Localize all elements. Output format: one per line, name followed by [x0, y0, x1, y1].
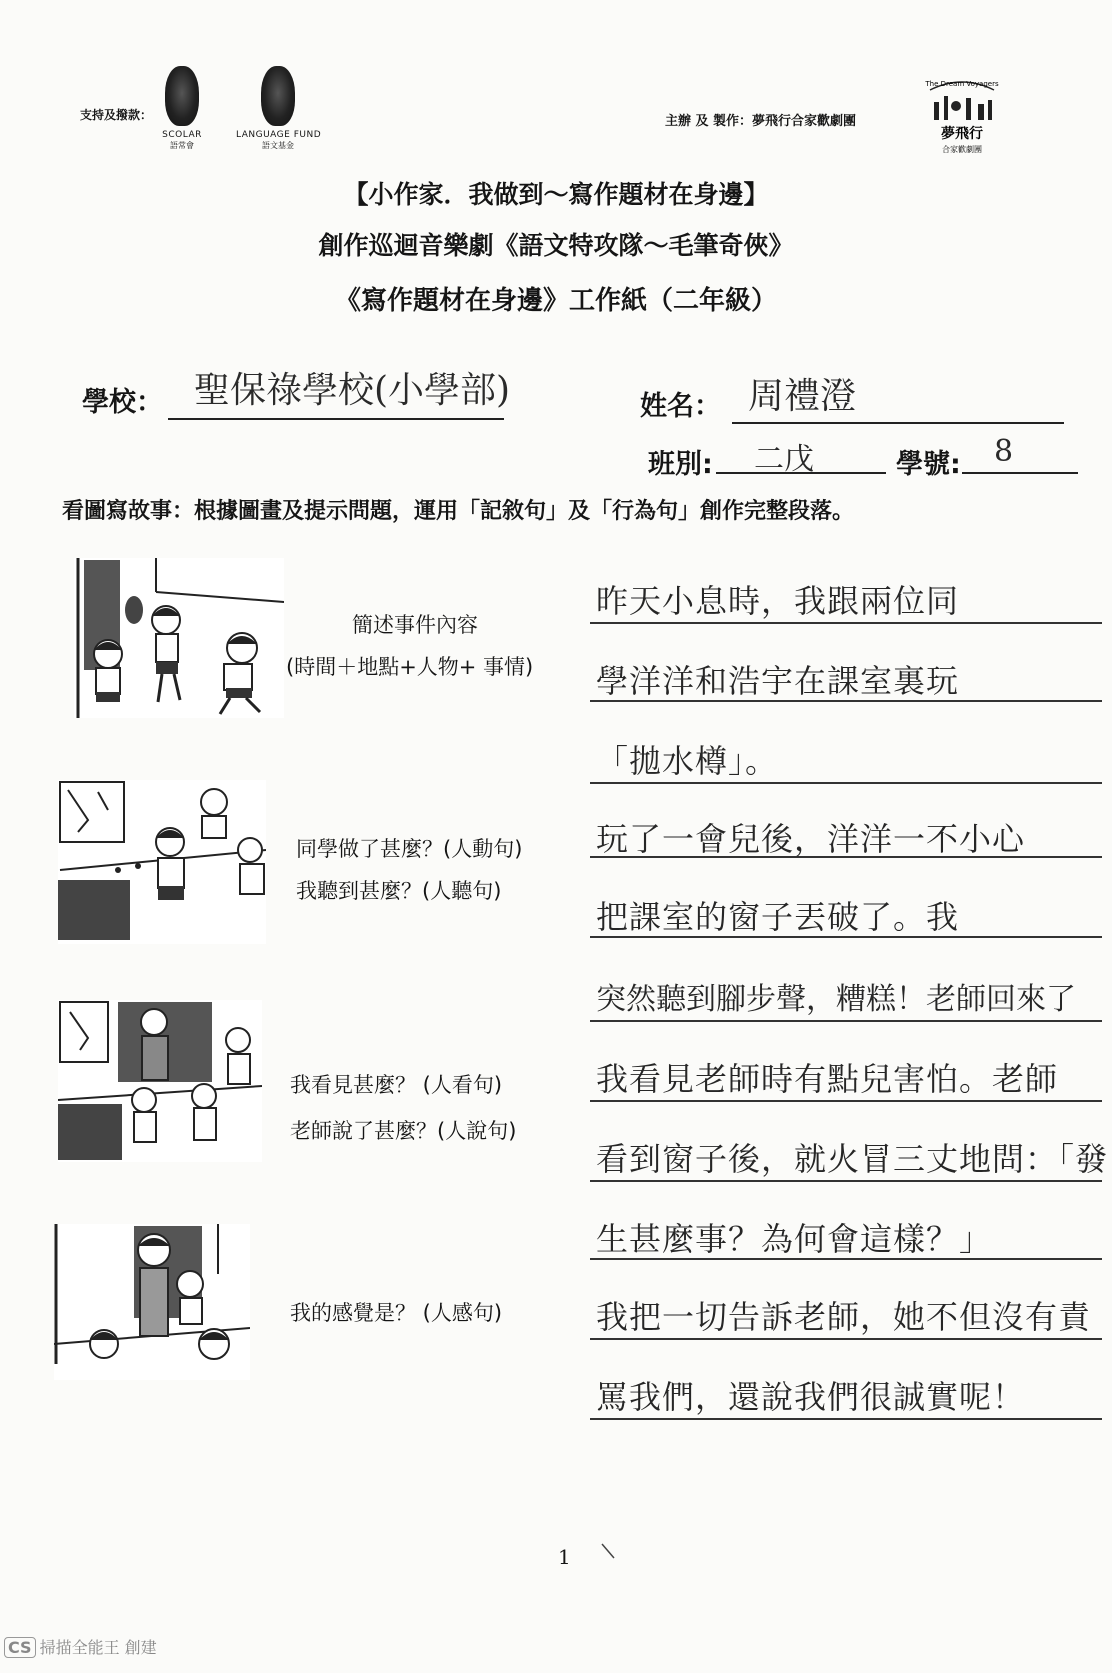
answer-line-4: 玩了一會兒後，洋洋一不小心: [596, 820, 1026, 858]
panel-2-prompt-2: 我聽到甚麼？(人聽句): [296, 879, 502, 903]
answer-line-7: 我看見老師時有點兒害怕。老師: [596, 1060, 1059, 1098]
number-label: 學號:: [896, 449, 961, 480]
number-value: 8: [994, 434, 1014, 469]
language-fund-emblem-icon: [261, 66, 295, 126]
scanner-watermark: [0, 1635, 157, 1658]
worksheet-title-3: 《寫作題材在身邊》工作紙（二年級）: [334, 286, 777, 316]
panel-1-prompt-1: 簡述事件內容: [352, 613, 478, 637]
writing-line-1: [590, 622, 1102, 624]
answer-line-2: 學洋洋和浩宇在課室裏玩: [596, 662, 960, 700]
story-picture-2: [58, 780, 266, 944]
answer-line-10: 我把一切告訴老師，她不但沒有責: [596, 1298, 1092, 1336]
scanner-watermark-text: 掃描全能王 創建: [39, 1638, 157, 1657]
answer-line-11: 罵我們，還說我們很誠實呢！: [596, 1378, 1026, 1416]
answer-line-5: 把課室的窗子丟破了。我: [596, 898, 960, 936]
school-label: 學校：: [82, 387, 163, 418]
answer-line-1: 昨天小息時，我跟兩位同: [596, 582, 960, 620]
story-picture-1: [74, 558, 284, 718]
organizer-label: 主辦 及 製作：夢飛行合家歡劇團: [665, 114, 857, 129]
panel-3-prompt-1: 我看見甚麼？ (人看句): [290, 1073, 503, 1097]
number-underline: [962, 460, 1078, 474]
troupe-logo: [920, 72, 1004, 162]
panel-2-prompt-1: 同學做了甚麼？(人動句): [296, 837, 523, 861]
writing-line-6: [590, 1020, 1102, 1022]
worksheet-title-1: 【小作家．我做到～寫作題材在身邊】: [343, 180, 769, 209]
class-value: 二戊: [754, 442, 814, 477]
story-picture-3: [58, 1000, 262, 1162]
svg-text:合家歡劇團: 合家歡劇團: [942, 145, 982, 154]
language-fund-logo-name: LANGUAGE FUND: [236, 130, 322, 140]
scolar-logo-name: SCOLAR: [162, 130, 202, 140]
writing-line-10: [590, 1338, 1102, 1340]
troupe-emblem-icon: [920, 72, 1004, 162]
worksheet-title-2: 創作巡迴音樂劇《語文特攻隊～毛筆奇俠》: [318, 231, 794, 260]
scolar-logo-chinese: 語常會: [170, 141, 194, 150]
name-value: 周禮澄: [748, 376, 857, 417]
panel-4-prompt-1: 我的感覺是？ (人感句): [290, 1301, 503, 1325]
writing-line-7: [590, 1100, 1102, 1102]
scolar-emblem-icon: [165, 66, 199, 126]
svg-text:夢飛行: 夢飛行: [941, 126, 983, 142]
camscanner-logo-icon: CS: [4, 1637, 36, 1658]
panel-1-prompt-2: (時間＋地點+人物+ 事情): [286, 655, 534, 679]
svg-text:The Dream Voyagers: The Dream Voyagers: [925, 80, 999, 88]
scolar-logo: [156, 66, 208, 151]
writing-line-8: [590, 1180, 1102, 1182]
panel-3-prompt-2: 老師說了甚麼？(人說句): [290, 1119, 517, 1143]
page-number: 1: [558, 1545, 571, 1569]
instruction-text: 看圖寫故事：根據圖畫及提示問題，運用「記敘句」及「行為句」創作完整段落。: [62, 499, 855, 524]
sponsor-label: 支持及撥款：: [80, 108, 153, 122]
answer-line-9: 生甚麼事？為何會這樣？」: [596, 1220, 993, 1258]
writing-line-3: [590, 782, 1102, 784]
writing-line-11: [590, 1418, 1102, 1420]
pen-mark-icon: [600, 1542, 618, 1560]
school-value: 聖保祿學校(小學部): [194, 370, 511, 411]
answer-line-8: 看到窗子後，就火冒三丈地問：「發: [596, 1140, 1109, 1178]
name-label: 姓名：: [640, 391, 721, 422]
language-fund-logo-chinese: 語文基金: [262, 141, 294, 150]
language-fund-logo: [236, 66, 320, 151]
answer-line-6: 突然聽到腳步聲，糟糕！老師回來了: [596, 982, 1076, 1017]
class-label: 班別:: [648, 449, 713, 480]
story-picture-4: [54, 1224, 250, 1380]
answer-line-3: 「拋水樽」。: [596, 742, 779, 780]
